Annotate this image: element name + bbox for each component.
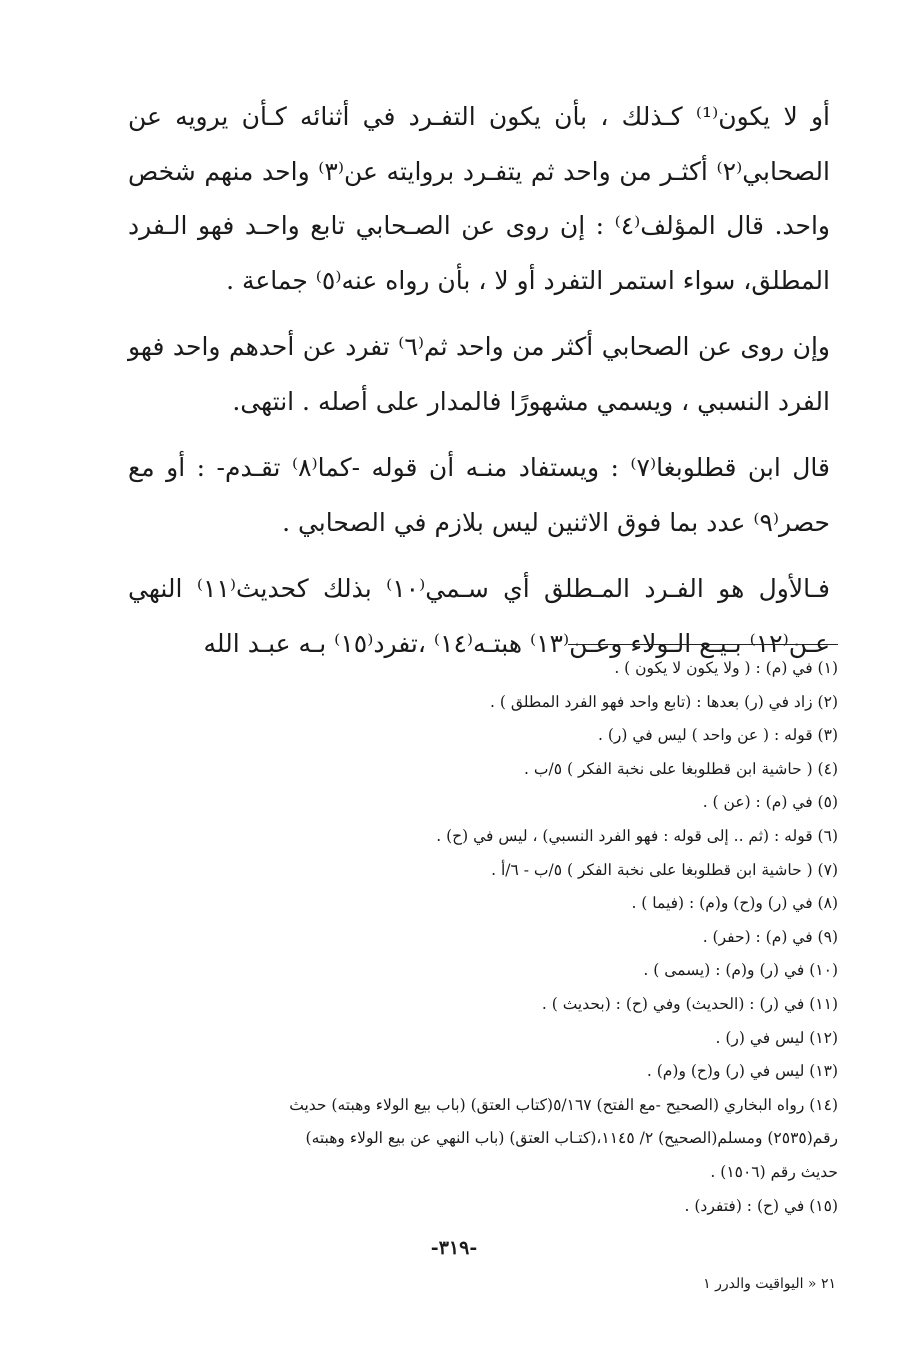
footnote-15: (١٥) في (ح) : (فتفرد) . (684, 1196, 838, 1215)
footnote-4: (٤) ( حاشية ابن قطلوبغا على نخبة الفكر ) ٥/ب . (524, 759, 838, 778)
paragraph-3: قال ابن قطلوبغا⁽٧⁾ : ويستفاد منـه أن قوله -كما⁽٨⁾ تقـدم- : أو مع حصر⁽٩⁾ عدد بما فوق الاثنين ليس بلازم في الصحابي . (128, 453, 830, 537)
footnote-divider (568, 644, 838, 645)
paragraph-1: أو لا يكون⁽¹⁾ كـذلك ، بأن يكون التفـرد في أثنائه كـأن يرويه عن الصحابي⁽٢⁾ أكثـر من واحد ثم يتفـرد بروايته عن⁽٣⁾ واحد منهم شخص واحد. قال المؤلف⁽٤⁾ : إن روى عن الصـحابي تابع واحـد فهو الـفرد المطلق، سواء استمر التفرد أو لا ، بأن رواه عنه⁽٥⁾ جماعة . (128, 102, 830, 295)
footnote-14-line-2: رقم(٢٥٣٥) ومسلم(الصحيح) ٢/ ١١٤٥،(كتـاب العتق) (باب النهي عن بيع الولاء وهبته) (305, 1129, 838, 1148)
footnote-8: (٨) في (ر) و(ح) و(م) : (فيما ) . (631, 894, 838, 913)
footnote-10: (١٠) في (ر) و(م) : (يسمى ) . (643, 961, 838, 980)
footnote-5: (٥) في (م) : (عن ) . (702, 793, 838, 812)
footnotes (100, 652, 838, 1223)
book-signature: ٢١ « اليواقيت والدرر ١ (703, 1276, 836, 1292)
footnote-14-line-1: (١٤) رواه البخاري (الصحيح -مع الفتح) ٥/١٦٧(كتاب العتق) (باب بيع الولاء وهبته) حديث (289, 1095, 838, 1114)
footnote-14 (100, 1089, 838, 1190)
paragraph-2: وإن روى عن الصحابي أكثر من واحد ثم⁽٦⁾ تفرد عن أحدهم واحد فهو الفرد النسبي ، ويسمي مشهورًا فالمدار على أصله . انتهى. (128, 332, 830, 416)
footnote-7: (٧) ( حاشية ابن قطلوبغا على نخبة الفكر ) ٥/ب - ٦/أ . (491, 860, 838, 879)
main-text (128, 90, 830, 683)
footnote-12: (١٢) ليس في (ر) . (715, 1028, 838, 1047)
footnote-2: (٢) زاد في (ر) بعدها : (تابع واحد فهو الفرد المطلق ) . (490, 692, 838, 711)
footnote-14-line-3: حديث رقم (١٥٠٦) . (710, 1162, 838, 1181)
paragraph-4: فـالأول هو الفـرد المـطلق أي سـمي⁽١٠⁾ بذلك كحديث⁽١١⁾ النهي عـن⁽١٢⁾ بـيـع الـولاء وعـن⁽١٣⁾ هبتـه⁽١٤⁾ ،تفرد⁽١٥⁾ بـه عبـد الله (128, 574, 831, 658)
footnote-9: (٩) في (م) : (حفر) . (702, 927, 838, 946)
footnote-6: (٦) قوله : (ثم .. إلى قوله : فهو الفرد النسبي) ، ليس في (ح) . (436, 826, 838, 845)
footnote-3: (٣) قوله : ( عن واحد ) ليس في (ر) . (597, 726, 838, 745)
footnote-11: (١١) في (ر) : (الحديث) وفي (ح) : (بحديث ) . (541, 994, 838, 1013)
footnote-1: (١) في (م) : ( ولا يكون لا يكون ) . (614, 659, 838, 677)
page-number: -٣١٩- (430, 1237, 478, 1259)
footnote-13: (١٣) ليس في (ر) و(ح) و(م) . (646, 1062, 838, 1081)
